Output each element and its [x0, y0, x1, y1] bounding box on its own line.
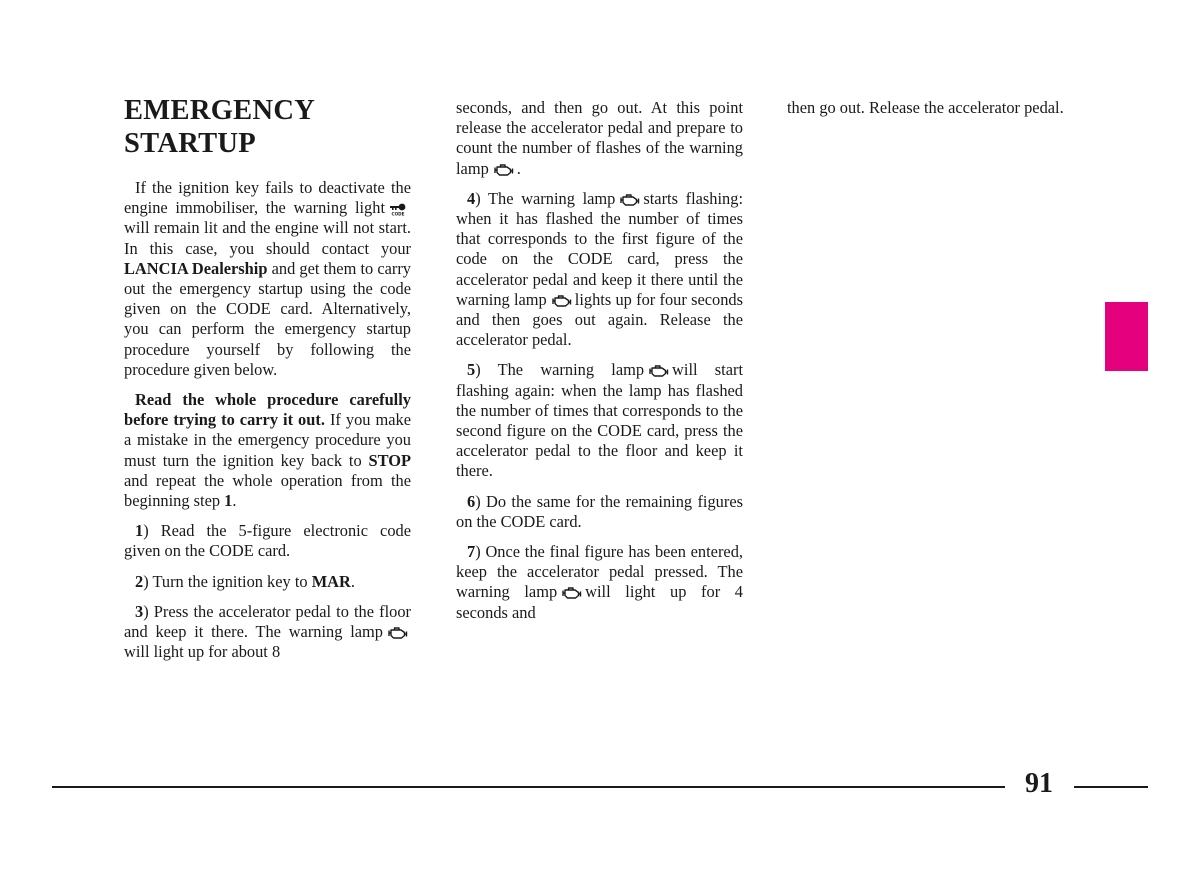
step-6: 6) Do the same for the remaining figures on the CODE card. [456, 491, 743, 531]
engine-warning-lamp-icon [550, 294, 572, 308]
page-title-line2: STARTUP [124, 128, 257, 159]
step-3: 3) Press the accelerator pedal to the floor and keep it there. The warning lampwill light up for about 8 [124, 601, 411, 662]
page-title-line1: EMERGENCY [124, 95, 316, 126]
page-number: 91 [1025, 768, 1053, 799]
text-column-1 [124, 178, 411, 672]
text-column-3 [787, 98, 1077, 128]
engine-warning-lamp-icon [618, 193, 640, 207]
engine-warning-lamp-icon [492, 163, 514, 177]
step-7-continued: then go out. Release the accelerator pedal. [787, 98, 1064, 117]
dealership-name: LANCIA Dealership [124, 258, 268, 278]
section-tab-marker [1105, 302, 1148, 371]
step-4: 4) The warning lamp starts flashing: when it has flashed the number of times that corresponds to the first figure of the code on the CODE card, press the accelerator pedal and keep it there until the warning lamp lights up for four seconds and then goes out again. Release the accelerator pedal. [456, 188, 743, 350]
engine-warning-lamp-icon [560, 586, 582, 600]
step-1: 1) Read the 5-figure electronic code given on the CODE card. [124, 521, 411, 561]
step-2: 2) Turn the ignition key to MAR. [135, 571, 355, 591]
engine-warning-lamp-icon [647, 364, 669, 378]
intro-paragraph: If the ignition key fails to deactivate the engine immobiliser, the warning light CODE will remain lit and the engine will not start. In this case, you should contact your LANCIA Dealership and get them to carry out the emergency startup using the code given on the CODE card. Alternatively, you can perform the emergency startup procedure yourself by following the procedure given below. [124, 178, 411, 379]
warning-paragraph: Read the whole procedure carefully before trying to carry it out. If you make a mistake in the emergency procedure you must turn the ignition key back to STOP and repeat the whole operation from the beginning step 1. [124, 390, 412, 511]
footer-rule-left [52, 786, 1005, 788]
svg-text:CODE: CODE [391, 211, 405, 217]
step-5: 5) The warning lamp will start flashing again: when the lamp has flashed the number of times that corresponds to the second figure on the CODE card, press the accelerator pedal to the floor and keep it there. [456, 360, 743, 481]
page-title [124, 94, 315, 160]
step-3-continued: seconds, and then go out. At this point release the accelerator pedal and prepare to count the number of flashes of the warning lamp . [456, 98, 743, 178]
text-column-2 [456, 98, 743, 633]
immobiliser-code-icon [388, 203, 408, 216]
step-7: 7) Once the final figure has been entered, keep the accelerator pedal pressed. The warning lamp will light up for 4 seconds and [456, 542, 743, 622]
footer-rule-right [1074, 786, 1148, 788]
engine-warning-lamp-icon [386, 626, 408, 640]
